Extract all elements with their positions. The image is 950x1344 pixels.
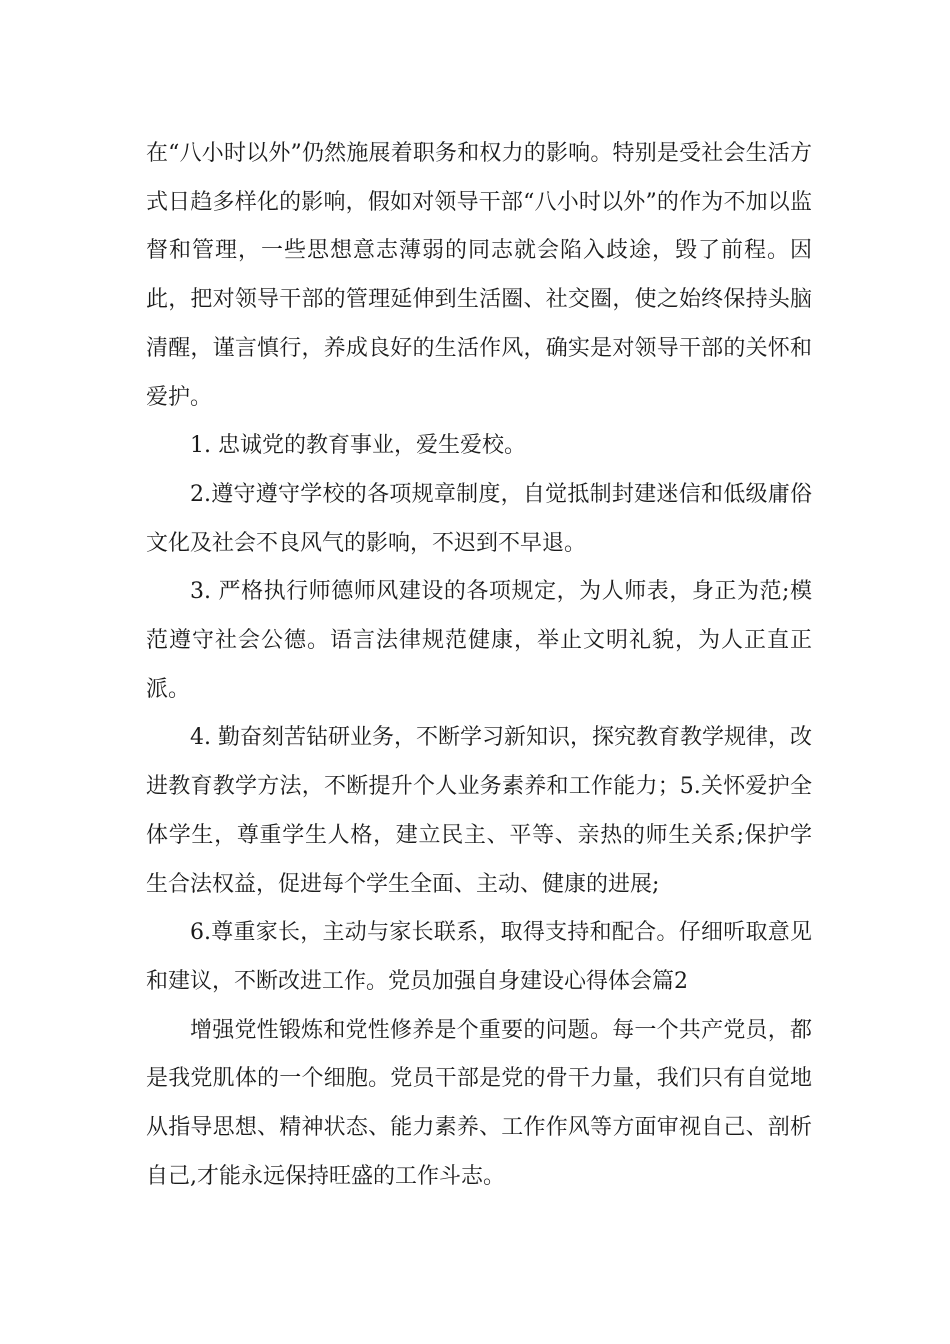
paragraph-item-4-5: 4. 勤奋刻苦钻研业务，不断学习新知识，探究教育教学规律，改进教育教学方法，不断提升个人业务素养和工作能力；5.关怀爱护全体学生，尊重学生人格，建立民主、平等、亲热的师生关系;保护学生合法权益，促进每个学生全面、主动、健康的进展; bbox=[146, 725, 812, 897]
paragraph-item-1: 1. 忠诚党的教育事业，爱生爱校。 bbox=[190, 433, 526, 459]
paragraph-continuation: 在“八小时以外”仍然施展着职务和权力的影响。特别是受社会生活方式日趋多样化的影响，假如对领导干部“八小时以外”的作为不加以监督和管理，一些思想意志薄弱的同志就会陷入歧途，毁了前程。因此，把对领导干部的管理延伸到生活圈、社交圈，使之始终保持头脑清醒，谨言慎行，养成良好的生活作风，确实是对领导干部的关怀和爱护。 bbox=[146, 141, 812, 410]
paragraph-item-2: 2.遵守遵守学校的各项规章制度，自觉抵制封建迷信和低级庸俗文化及社会不良风气的影响，不迟到不早退。 bbox=[146, 481, 812, 556]
paragraph-item-6: 6.尊重家长，主动与家长联系，取得支持和配合。仔细听取意见和建议，不断改进工作。党员加强自身建设心得体会篇2 bbox=[146, 920, 812, 994]
paragraph-item-3: 3. 严格执行师德师风建设的各项规定，为人师表，身正为范;模范遵守社会公德。语言法律规范健康，举止文明礼貌，为人正直正派。 bbox=[146, 579, 812, 702]
document-body bbox=[146, 130, 812, 1201]
paragraph-section-2: 增强党性锻炼和党性修养是个重要的问题。每一个共产党员，都是我党肌体的一个细胞。党员干部是党的骨干力量，我们只有自觉地从指导思想、精神状态、能力素养、工作作风等方面审视自己、剖析自己,才能永远保持旺盛的工作斗志。 bbox=[146, 1017, 812, 1189]
